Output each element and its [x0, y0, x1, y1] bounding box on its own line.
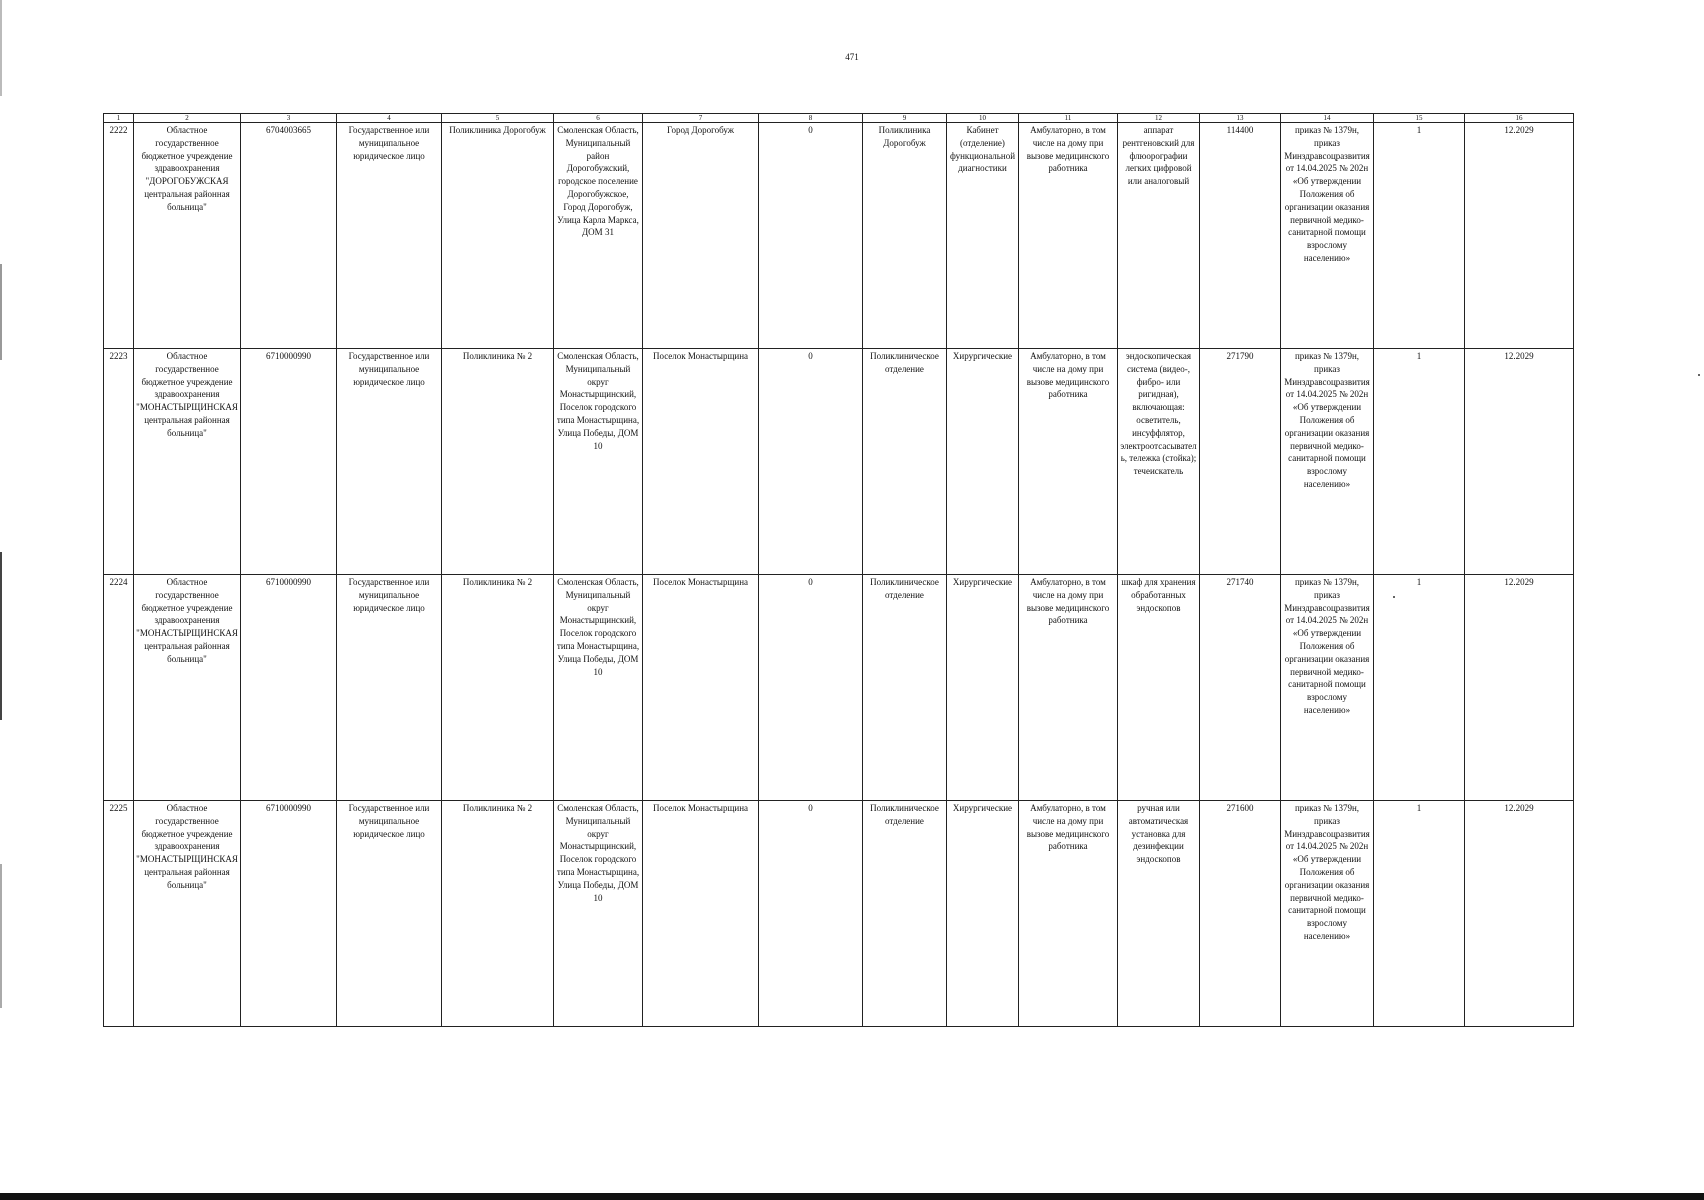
organization-name: Областное государственное бюджетное учреждение здравоохранения "ДОРОГОБУЖСКАЯ центральная районная больница" — [134, 123, 241, 349]
scan-edge-artifact — [0, 0, 2, 1200]
department: Поликлиническое отделение — [863, 801, 947, 1027]
column-number: 2 — [134, 114, 241, 123]
column-number: 12 — [1118, 114, 1200, 123]
inn-code: 6704003665 — [241, 123, 337, 349]
inn-code: 6710000990 — [241, 575, 337, 801]
equipment-code: 271740 — [1200, 575, 1281, 801]
table-row — [104, 575, 1574, 801]
care-form: Амбулаторно, в том числе на дому при вызове медицинского работника — [1019, 801, 1118, 1027]
organization-type: Государственное или муниципальное юридическое лицо — [337, 801, 442, 1027]
cabinet: Хирургические — [947, 575, 1019, 801]
regulatory-order: приказ № 1379н, приказ Минздравсоцразвития от 14.04.2025 № 202н «Об утверждении Положения об организации оказания первичной медико-санитарной помощи взрослому населению» — [1281, 349, 1374, 575]
regulatory-order: приказ № 1379н, приказ Минздравсоцразвития от 14.04.2025 № 202н «Об утверждении Положения об организации оказания первичной медико-санитарной помощи взрослому населению» — [1281, 801, 1374, 1027]
settlement: Город Дорогобуж — [643, 123, 759, 349]
regulatory-order: приказ № 1379н, приказ Минздравсоцразвития от 14.04.2025 № 202н «Об утверждении Положения об организации оказания первичной медико-санитарной помощи взрослому населению» — [1281, 123, 1374, 349]
unit-name: Поликлиника № 2 — [442, 349, 554, 575]
unit-name: Поликлиника Дорогобуж — [442, 123, 554, 349]
address: Смоленская Область, Муниципальный округ Монастырщинский, Поселок городского типа Монастырщина, Улица Победы, ДОМ 10 — [554, 349, 643, 575]
settlement: Поселок Монастырщина — [643, 575, 759, 801]
column-number: 3 — [241, 114, 337, 123]
equipment-code: 114400 — [1200, 123, 1281, 349]
scan-speck — [1698, 374, 1700, 376]
column-number: 6 — [554, 114, 643, 123]
inn-code: 6710000990 — [241, 801, 337, 1027]
table-row — [104, 123, 1574, 349]
scan-bottom-border — [0, 1193, 1704, 1200]
due-date: 12.2029 — [1465, 123, 1574, 349]
equipment-register-table — [103, 113, 1574, 1027]
table-row — [104, 801, 1574, 1027]
cabinet: Кабинет (отделение) функциональной диагностики — [947, 123, 1019, 349]
row-number: 2222 — [104, 123, 134, 349]
inn-code: 6710000990 — [241, 349, 337, 575]
organization-type: Государственное или муниципальное юридическое лицо — [337, 575, 442, 801]
care-form: Амбулаторно, в том числе на дому при вызове медицинского работника — [1019, 123, 1118, 349]
address: Смоленская Область, Муниципальный округ Монастырщинский, Поселок городского типа Монастырщина, Улица Победы, ДОМ 10 — [554, 575, 643, 801]
organization-name: Областное государственное бюджетное учреждение здравоохранения "МОНАСТЫРЩИНСКАЯ центральная районная больница" — [134, 575, 241, 801]
column-number: 9 — [863, 114, 947, 123]
column-number: 5 — [442, 114, 554, 123]
quantity: 1 — [1374, 349, 1465, 575]
table-row — [104, 349, 1574, 575]
settlement: Поселок Монастырщина — [643, 349, 759, 575]
due-date: 12.2029 — [1465, 349, 1574, 575]
care-form: Амбулаторно, в том числе на дому при вызове медицинского работника — [1019, 349, 1118, 575]
organization-name: Областное государственное бюджетное учреждение здравоохранения "МОНАСТЫРЩИНСКАЯ центральная районная больница" — [134, 349, 241, 575]
quantity: 1 — [1374, 575, 1465, 801]
organization-type: Государственное или муниципальное юридическое лицо — [337, 123, 442, 349]
column-number: 11 — [1019, 114, 1118, 123]
column-number: 1 — [104, 114, 134, 123]
department: Поликлиника Дорогобуж — [863, 123, 947, 349]
row-number: 2224 — [104, 575, 134, 801]
department: Поликлиническое отделение — [863, 575, 947, 801]
column-number: 10 — [947, 114, 1019, 123]
column-8-value: 0 — [759, 349, 863, 575]
unit-name: Поликлиника № 2 — [442, 801, 554, 1027]
cabinet: Хирургические — [947, 801, 1019, 1027]
due-date: 12.2029 — [1465, 575, 1574, 801]
address: Смоленская Область, Муниципальный район Дорогобужский, городское поселение Дорогобужское, Город Дорогобуж, Улица Карла Маркса, ДОМ 31 — [554, 123, 643, 349]
column-8-value: 0 — [759, 575, 863, 801]
equipment-name: эндоскопическая система (видео-, фибро- или ригидная), включающая: осветитель, инсуффлятор, электроотсасыватель, тележка (стойка); течеискатель — [1118, 349, 1200, 575]
organization-name: Областное государственное бюджетное учреждение здравоохранения "МОНАСТЫРЩИНСКАЯ центральная районная больница" — [134, 801, 241, 1027]
due-date: 12.2029 — [1465, 801, 1574, 1027]
column-8-value: 0 — [759, 123, 863, 349]
column-number: 8 — [759, 114, 863, 123]
column-number: 7 — [643, 114, 759, 123]
address: Смоленская Область, Муниципальный округ Монастырщинский, Поселок городского типа Монастырщина, Улица Победы, ДОМ 10 — [554, 801, 643, 1027]
settlement: Поселок Монастырщина — [643, 801, 759, 1027]
page-number: 471 — [845, 52, 859, 62]
equipment-name: аппарат рентгеновский для флюорографии легких цифровой или аналоговый — [1118, 123, 1200, 349]
column-number: 13 — [1200, 114, 1281, 123]
row-number: 2225 — [104, 801, 134, 1027]
department: Поликлиническое отделение — [863, 349, 947, 575]
equipment-code: 271790 — [1200, 349, 1281, 575]
equipment-code: 271600 — [1200, 801, 1281, 1027]
cabinet: Хирургические — [947, 349, 1019, 575]
care-form: Амбулаторно, в том числе на дому при вызове медицинского работника — [1019, 575, 1118, 801]
column-number: 15 — [1374, 114, 1465, 123]
row-number: 2223 — [104, 349, 134, 575]
column-number: 14 — [1281, 114, 1374, 123]
quantity: 1 — [1374, 801, 1465, 1027]
organization-type: Государственное или муниципальное юридическое лицо — [337, 349, 442, 575]
scan-speck — [1393, 596, 1395, 598]
quantity: 1 — [1374, 123, 1465, 349]
column-number: 16 — [1465, 114, 1574, 123]
equipment-name: ручная или автоматическая установка для дезинфекции эндоскопов — [1118, 801, 1200, 1027]
column-8-value: 0 — [759, 801, 863, 1027]
column-number-row — [104, 114, 1574, 123]
regulatory-order: приказ № 1379н, приказ Минздравсоцразвития от 14.04.2025 № 202н «Об утверждении Положения об организации оказания первичной медико-санитарной помощи взрослому населению» — [1281, 575, 1374, 801]
equipment-name: шкаф для хранения обработанных эндоскопов — [1118, 575, 1200, 801]
unit-name: Поликлиника № 2 — [442, 575, 554, 801]
column-number: 4 — [337, 114, 442, 123]
